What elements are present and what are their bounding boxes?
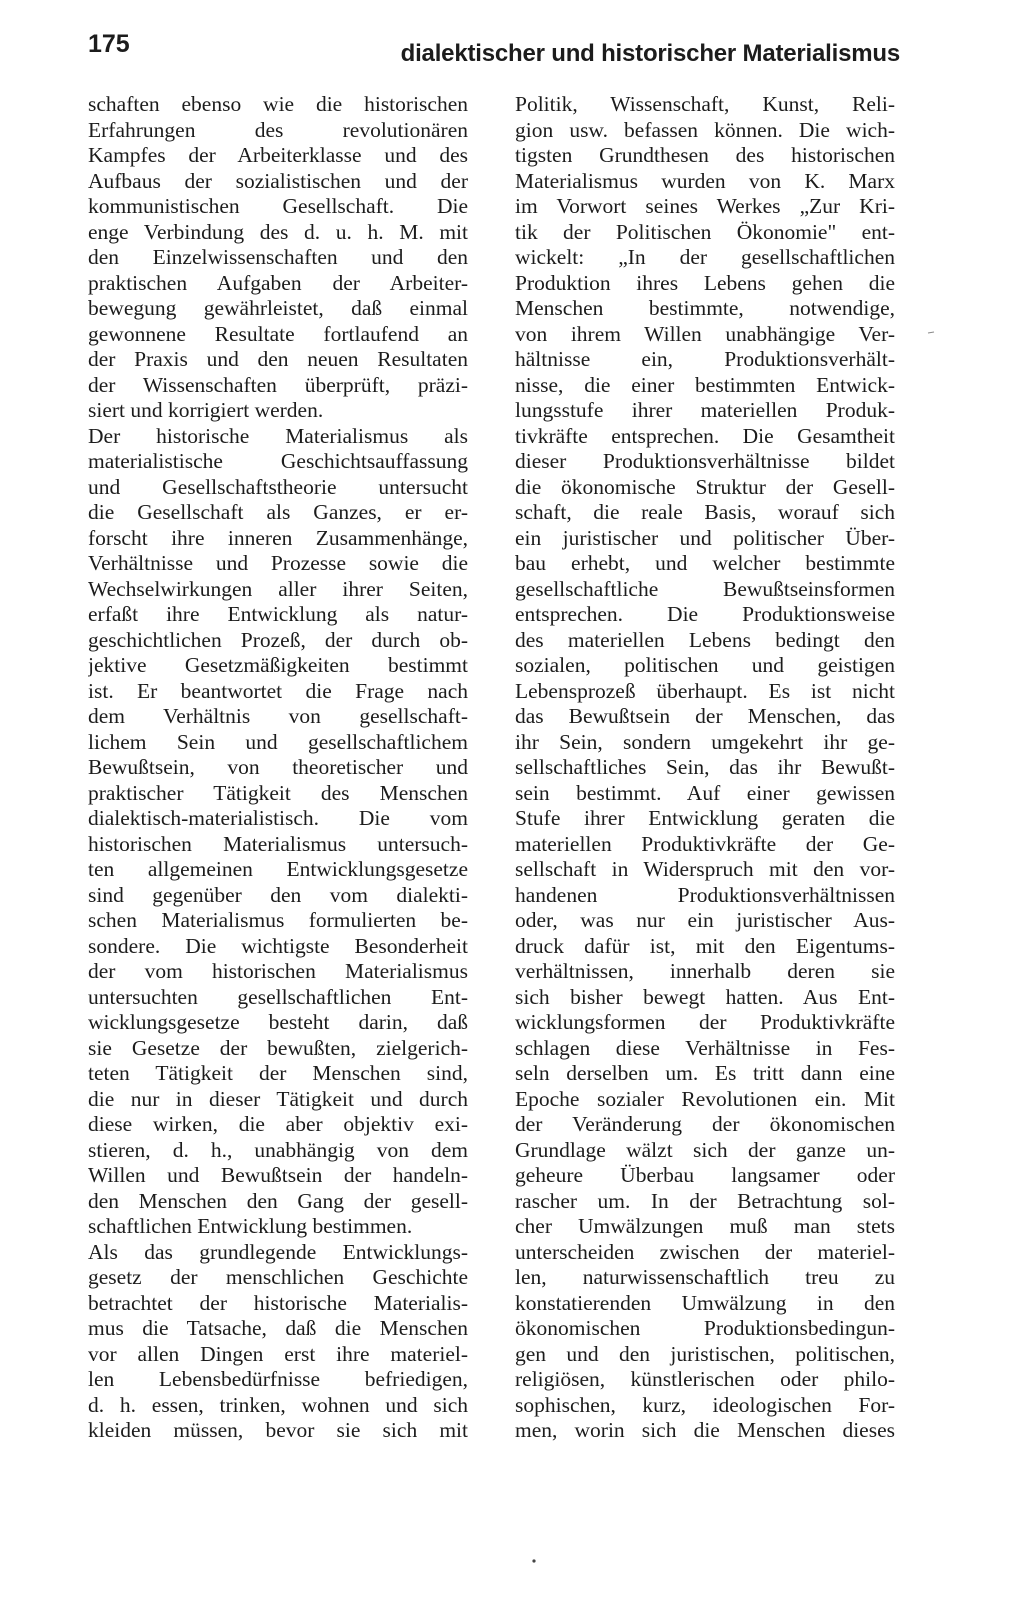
right-column-line: tigsten Grundthesen des historischen [515,143,895,167]
right-column-line: verhältnissen, innerhalb deren sie [515,959,895,983]
right-column-line: handenen Produktionsverhältnissen [515,882,895,907]
left-column-line: Verhältnisse und Prozesse sowie die [88,551,468,575]
left-column-line: die nur in dieser Tätigkeit und durch [88,1086,468,1111]
left-column-line: stieren, d. h., unabhängig von dem [88,1137,468,1162]
right-column-line: schaft, die reale Basis, worauf sich [515,500,895,524]
left-column-line: kleiden müssen, bevor sie sich mit [88,1418,468,1442]
left-column-line: Als das grundlegende Entwicklungs- [88,1239,468,1264]
right-column-line: seln derselben um. Es tritt dann eine [515,1061,895,1085]
right-column-line: Grundlage wälzt sich der ganze un- [515,1137,895,1162]
right-column-line: Menschen bestimmte, notwendige, [515,296,895,320]
right-column-line: gen und den juristischen, politischen, [515,1341,895,1366]
right-column-line: Epoche sozialer Revolutionen ein. Mit [515,1086,895,1111]
right-column-line: gesellschaftliche Bewußtseinsformen [515,576,895,601]
right-column-line: geheure Überbau langsamer oder [515,1163,895,1187]
right-column-line: oder, was nur ein juristischer Aus- [515,908,895,932]
left-column-line: Kampfes der Arbeiterklasse und des [88,143,468,167]
left-column-line: sie Gesetze der bewußten, zielgerich- [88,1035,468,1060]
left-column-line: Der historische Materialismus als [88,423,468,448]
right-column-line: ein juristischer und politischer Über- [515,525,895,550]
left-column-line: diese wirken, die aber objektiv exi- [88,1112,468,1136]
right-column-line: rascher um. In der Betrachtung sol- [515,1188,895,1213]
left-column-line: bewegung gewährleistet, daß einmal [88,296,468,320]
left-column-line: enge Verbindung des d. u. h. M. mit [88,219,468,244]
left-column-line: erfaßt ihre Entwicklung als natur- [88,602,468,626]
right-column-line: druck dafür ist, mit den Eigentums- [515,933,895,958]
left-column-line: Wechselwirkungen aller ihrer Seiten, [88,576,468,601]
right-column-line: Lebensprozeß überhaupt. Es ist nicht [515,678,895,703]
left-column-line: forscht ihre inneren Zusammenhänge, [88,525,468,550]
left-column-line: ist. Er beantwortet die Frage nach [88,678,468,703]
left-column-line: len Lebensbedürfnisse befriedigen, [88,1367,468,1391]
left-column-line: lichem Sein und gesellschaftlichem [88,729,468,754]
left-column-line: geschichtlichen Prozeß, der durch ob- [88,627,468,652]
right-column-line: bau erhebt, und welcher bestimmte [515,551,895,575]
left-column-line: ten allgemeinen Entwicklungsgesetze [88,857,468,881]
left-column-line: Bewußtsein, von theoretischer und [88,755,468,779]
left-column-line: den Menschen den Gang der gesell- [88,1188,468,1213]
page-number: 175 [88,30,130,58]
right-column-line: sellschaft in Widerspruch mit den vor- [515,857,895,881]
right-column-line: ökonomischen Produktionsbedingun- [515,1316,895,1340]
right-column-line: die ökonomische Struktur der Gesell- [515,474,895,499]
right-column-line: sozialen, politischen und geistigen [515,653,895,677]
ink-speck [928,332,934,333]
left-column-line: siert und korrigiert werden. [88,398,324,422]
right-column-line: religiösen, künstlerischen oder philo- [515,1367,895,1391]
right-column-line: konstatierenden Umwälzung in den [515,1290,895,1315]
left-column-line: schaftlichen Entwicklung bestimmen. [88,1214,413,1238]
left-column-line: praktischen Aufgaben der Arbeiter- [88,270,468,295]
left-column-line: der Wissenschaften überprüft, präzi- [88,372,468,397]
right-text-column [515,92,895,1444]
left-column-line: d. h. essen, trinken, wohnen und sich [88,1392,468,1417]
left-text-column [88,92,468,1444]
right-column-line: wickelt: „In der gesellschaftlichen [515,245,895,269]
left-column-line: jektive Gesetzmäßigkeiten bestimmt [88,653,468,677]
right-column-line: sein bestimmt. Auf einer gewissen [515,780,895,805]
right-column-line: schlagen diese Verhältnisse in Fes- [515,1035,895,1060]
right-column-line: sophischen, kurz, ideologischen For- [515,1392,895,1417]
left-column-line: betrachtet der historische Materialis- [88,1290,468,1315]
right-column-line: Materialismus wurden von K. Marx [515,168,895,193]
left-column-line: sondere. Die wichtigste Besonderheit [88,933,468,958]
right-column-line: tik der Politischen Ökonomie" ent- [515,219,895,244]
right-column-line: hältnisse ein, Produktionsverhält- [515,347,895,371]
left-column-line: kommunistischen Gesellschaft. Die [88,194,468,218]
left-column-line: dialektisch-materialistisch. Die vom [88,806,468,830]
left-column-line: Willen und Bewußtsein der handeln- [88,1163,468,1187]
right-column-line: ihr Sein, sondern umgekehrt ihr ge- [515,729,895,754]
right-column-line: wicklungsformen der Produktivkräfte [515,1010,895,1034]
left-column-line: dem Verhältnis von gesellschaft- [88,704,468,728]
left-column-line: schen Materialismus formulierten be- [88,908,468,932]
left-column-line: gewonnene Resultate fortlaufend an [88,321,468,346]
left-column-line: der vom historischen Materialismus [88,959,468,983]
right-column-line: sich bisher bewegt hatten. Aus Ent- [515,984,895,1009]
left-column-line: die Gesellschaft als Ganzes, er er- [88,500,468,524]
right-column-line: entsprechen. Die Produktionsweise [515,602,895,626]
right-column-line: len, naturwissenschaftlich treu zu [515,1265,895,1289]
left-column-line: der Praxis und den neuen Resultaten [88,347,468,371]
right-column-line: lungsstufe ihrer materiellen Produk- [515,398,895,422]
page-header [88,30,900,70]
left-column-line: Aufbaus der sozialistischen und der [88,168,468,193]
right-column-line: cher Umwälzungen muß man stets [515,1214,895,1238]
ink-speck [532,1559,535,1562]
right-column-line: unterscheiden zwischen der materiel- [515,1239,895,1264]
right-column-line: von ihrem Willen unabhängige Ver- [515,321,895,346]
running-head: dialektischer und historischer Materialismus [400,40,900,67]
right-column-line: Stufe ihrer Entwicklung geraten die [515,806,895,830]
right-column-line: dieser Produktionsverhältnisse bildet [515,449,895,473]
left-column-line: den Einzelwissenschaften und den [88,245,468,269]
left-column-line: schaften ebenso wie die historischen [88,92,468,116]
left-column-line: wicklungsgesetze besteht darin, daß [88,1010,468,1034]
right-column-line: tivkräfte entsprechen. Die Gesamtheit [515,423,895,448]
right-column-line: gion usw. befassen können. Die wich- [515,117,895,142]
left-column-line: materialistische Geschichtsauffassung [88,449,468,473]
right-column-line: Produktion ihres Lebens gehen die [515,270,895,295]
left-column-line: Erfahrungen des revolutionären [88,117,468,142]
right-column-line: sellschaftliches Sein, das ihr Bewußt- [515,755,895,779]
right-column-line: Politik, Wissenschaft, Kunst, Reli- [515,92,895,116]
right-column-line: materiellen Produktivkräfte der Ge- [515,831,895,856]
right-column-line: das Bewußtsein der Menschen, das [515,704,895,728]
left-column-line: und Gesellschaftstheorie untersucht [88,474,468,499]
left-column-line: sind gegenüber den vom dialekti- [88,882,468,907]
right-column-line: im Vorwort seines Werkes „Zur Kri- [515,194,895,218]
left-column-line: untersuchten gesellschaftlichen Ent- [88,984,468,1009]
left-column-line: vor allen Dingen erst ihre materiel- [88,1341,468,1366]
right-column-line: nisse, die einer bestimmten Entwick- [515,372,895,397]
left-column-line: praktischer Tätigkeit des Menschen [88,780,468,805]
left-column-line: gesetz der menschlichen Geschichte [88,1265,468,1289]
right-column-line: men, worin sich die Menschen dieses [515,1418,895,1442]
right-column-line: des materiellen Lebens bedingt den [515,627,895,652]
right-column-line: der Veränderung der ökonomischen [515,1112,895,1136]
left-column-line: mus die Tatsache, daß die Menschen [88,1316,468,1340]
left-column-line: historischen Materialismus untersuch- [88,831,468,856]
left-column-line: teten Tätigkeit der Menschen sind, [88,1061,468,1085]
